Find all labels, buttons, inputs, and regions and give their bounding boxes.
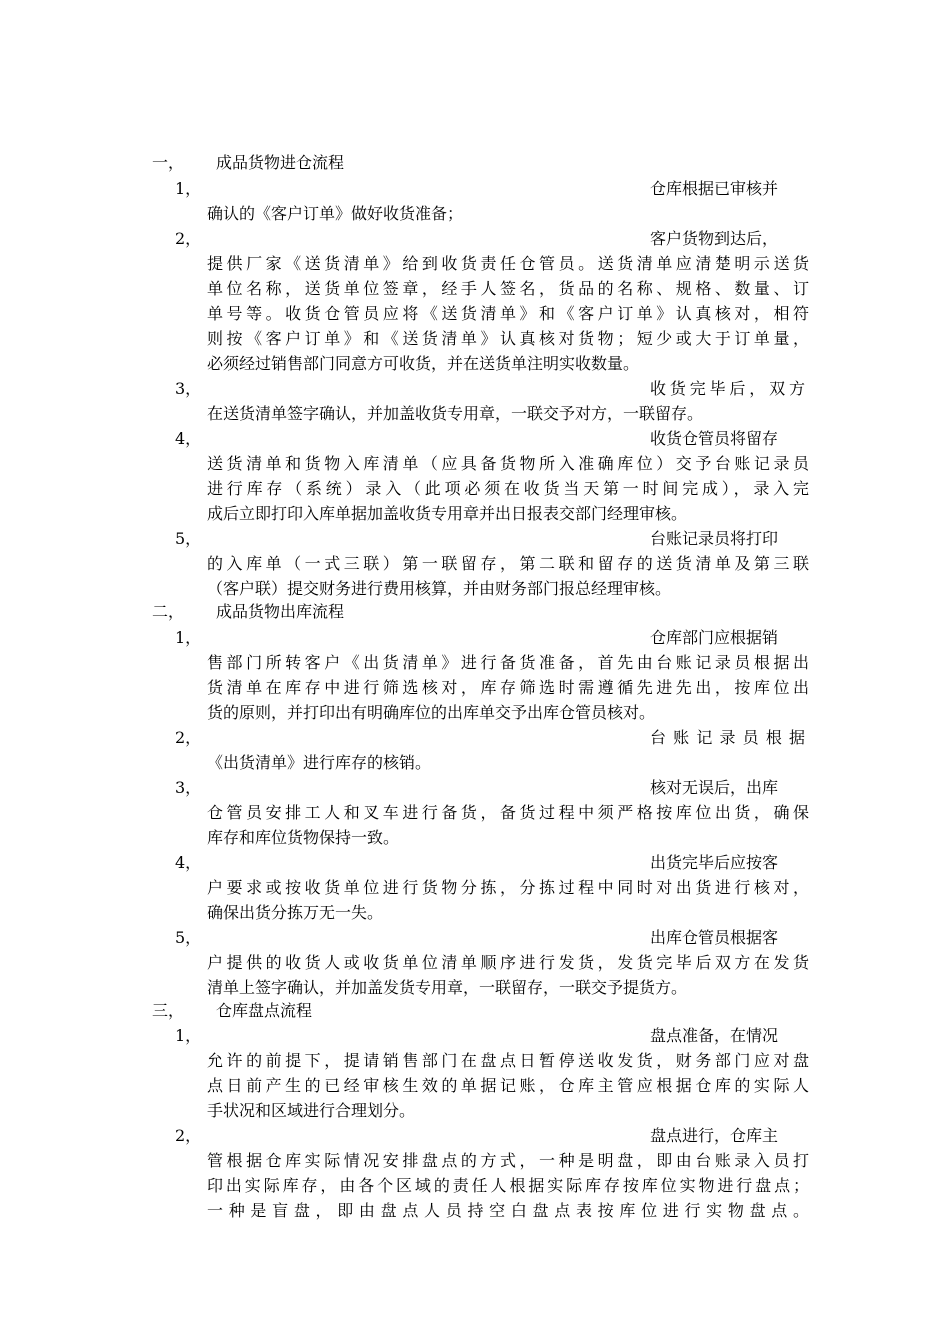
item-lead-text: 出库仓管员根据客 (650, 928, 779, 947)
item-lead-text: 收货完毕后，双方 (650, 379, 805, 398)
item-lead-text: 收货仓管员将留存 (650, 429, 779, 448)
item-number: 4， (175, 429, 202, 448)
item-line: （客户联）提交财务进行费用核算，并由财务部门报总经理审核。 (207, 579, 672, 598)
item-body (207, 251, 809, 376)
item-line: 户要求或按收货单位进行货物分拣，分拣过程中同时对出货进行核对， (207, 878, 809, 897)
item-number: 4， (175, 853, 202, 872)
item-number: 2， (175, 728, 202, 747)
item-line: 确认的《客户订单》做好收货准备； (207, 204, 464, 223)
item-line: 管根据仓库实际情况安排盘点的方式，一种是明盘，即由台账录入员打 (207, 1151, 809, 1170)
item-line: 的入库单（一式三联）第一联留存，第二联和留存的送货清单及第三联 (207, 554, 809, 573)
section-title: 成品货物进仓流程 (216, 153, 345, 172)
item-line: 确保出货分拣万无一失。 (207, 903, 384, 922)
item-lead-text: 盘点准备，在情况 (650, 1026, 779, 1045)
item-body (207, 650, 809, 725)
item-line: 一种是盲盘，即由盘点人员持空白盘点表按库位进行实物盘点。 (207, 1201, 809, 1220)
item-line: 必须经过销售部门同意方可收货，并在送货单注明实收数量。 (207, 354, 640, 373)
item-lead-text: 盘点进行，仓库主 (650, 1126, 779, 1145)
item-line: 库存和库位货物保持一致。 (207, 828, 400, 847)
item-lead-text: 出货完毕后应按客 (650, 853, 779, 872)
item-line: 清单上签字确认，并加盖发货专用章，一联留存，一联交予提货方。 (207, 978, 688, 997)
item-body (207, 401, 809, 426)
section-title: 仓库盘点流程 (216, 1001, 313, 1020)
item-number: 2， (175, 1126, 202, 1145)
item-lead-text: 台账记录员将打印 (650, 529, 779, 548)
item-line: 允许的前提下，提请销售部门在盘点日暂停送收发货，财务部门应对盘 (207, 1051, 809, 1070)
item-line: 售部门所转客户《出货清单》进行备货准备，首先由台账记录员根据出 (207, 653, 809, 672)
item-number: 2， (175, 229, 202, 248)
item-number: 5， (175, 928, 202, 947)
item-line: 进行库存（系统）录入（此项必须在收货当天第一时间完成），录入完 (207, 479, 809, 498)
item-lead-text: 核对无误后，出库 (650, 778, 779, 797)
item-line: 货的原则，并打印出有明确库位的出库单交予出库仓管员核对。 (207, 703, 656, 722)
item-number: 1， (175, 1026, 202, 1045)
item-number: 5， (175, 529, 202, 548)
item-body (207, 800, 809, 850)
section-title: 成品货物出库流程 (216, 602, 345, 621)
item-line: 手状况和区域进行合理划分。 (207, 1101, 416, 1120)
item-body (207, 451, 809, 526)
item-line: 成后立即打印入库单据加盖收货专用章并出日报表交部门经理审核。 (207, 504, 688, 523)
item-line: 单位名称，送货单位签章，经手人签名，货品的名称、规格、数量、订 (207, 279, 809, 298)
item-line (207, 1223, 809, 1248)
item-line: 在送货清单签字确认，并加盖收货专用章，一联交予对方，一联留存。 (207, 404, 704, 423)
item-lead-text: 仓库根据已审核并 (650, 179, 779, 198)
item-number: 3， (175, 379, 202, 398)
item-lead-text: 客户货物到达后， (650, 229, 779, 248)
item-body (207, 875, 809, 925)
item-line: 货清单在库存中进行筛选核对，库存筛选时需遵循先进先出，按库位出 (207, 678, 809, 697)
item-body (207, 1048, 809, 1123)
item-line: 则按《客户订单》和《送货清单》认真核对货物；短少或大于订单量， (207, 329, 809, 348)
item-line: 单号等。收货仓管员应将《送货清单》和《客户订单》认真核对，相符 (207, 304, 809, 323)
item-body (207, 201, 809, 226)
item-line: 仓管员安排工人和叉车进行备货，备货过程中须严格按库位出货，确保 (207, 803, 809, 822)
item-number: 3， (175, 778, 202, 797)
item-line: 提供厂家《送货清单》给到收货责任仓管员。送货清单应清楚明示送货 (207, 254, 809, 273)
item-body (207, 750, 809, 775)
item-line: 点日前产生的已经审核生效的单据记账，仓库主管应根据仓库的实际人 (207, 1076, 809, 1095)
section-number: 三， (152, 1001, 185, 1020)
item-line: 印出实际库存，由各个区域的责任人根据实际库存按库位实物进行盘点； (207, 1176, 809, 1195)
section-number: 二， (152, 602, 185, 621)
item-lead-text: 仓库部门应根据销 (650, 628, 779, 647)
item-number: 1， (175, 628, 202, 647)
section-number: 一， (152, 153, 185, 172)
item-number: 1， (175, 179, 202, 198)
item-lead-text: 台账记录员根据 (650, 728, 805, 747)
item-body (207, 551, 809, 601)
item-body (207, 950, 809, 1000)
item-line: 《出货清单》进行库存的核销。 (207, 753, 432, 772)
item-line: 送货清单和货物入库清单（应具备货物所入准确库位）交予台账记录员 (207, 454, 809, 473)
item-line: 户提供的收货人或收货单位清单顺序进行发货，发货完毕后双方在发货 (207, 953, 809, 972)
item-body (207, 1148, 809, 1248)
